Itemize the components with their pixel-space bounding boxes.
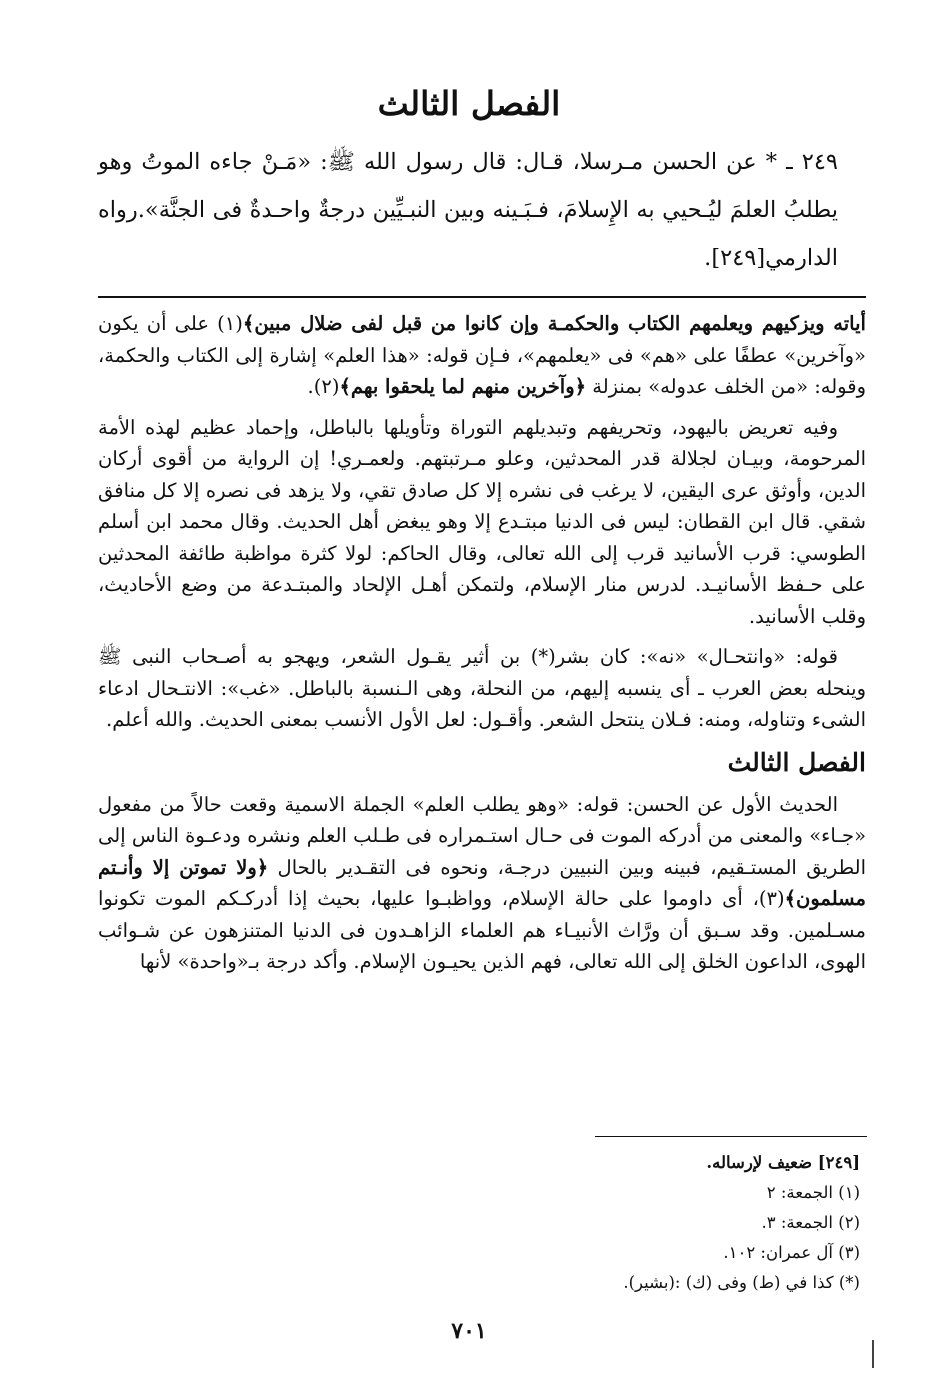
commentary-text: الحديث الأول عن الحسن: قوله: «وهو يطلب العلم» الجملة الاسمية وقعت حالاً من مفعول «جـاء» والمعنى من أدركه الموت فى حـال استـمراره فى طـلب العلم ونشره ودعـوة الناس إلى الطريق المستـقيم، فبينه وبين النبيين درجـة، ونحوه فى التقـدير بالحال	[98, 792, 866, 879]
footnote-item: (٢) الجمعة: ٣.	[761, 1213, 860, 1232]
commentary-section	[98, 308, 866, 987]
footnote-item: (٣) آل عمران: ١٠٢.	[723, 1243, 860, 1262]
section-subheading: الفصل الثالث	[727, 747, 866, 777]
commentary-paragraph-2: وفيه تعريض باليهود، وتحريفهم وتبديلهم التوراة وتأويلها بالباطل، وإحماد عظيم لهذه الأمة المرحومة، وبيـان لجلالة قدر المحدثين، وعلو مـرتبتهم. ولعمـري! إن الرواية من أقوى أركان الدين، وأوثق عرى اليقين، لا يرغب فى نشره إلا كل صادق تقي، ولا يزهد فى نصره إلا كل منافق شقي. قال ابن القطان: ليس فى الدنيا مبتـدع إلا وهو يبغض أهل الحديث. وقال محمد ابن أسلم الطوسي: قرب الأسانيد قرب إلى الله تعالى، وقال الحاكم: لولا كثرة مواظبة طائفة المحدثين على حـفظ الأسانيـد. لدرس منار الإسلام، ولتمكن أهـل الإلحاد والمبتـدعة من وضع الأحاديث، وقلب الأسانيد.	[98, 415, 866, 628]
footnote-item: (*) كذا في (ط) وفى (ك) :(بشير).	[623, 1273, 860, 1292]
commentary-text: (١) على أن يكون «وآخرين» عطفًا على «هم» فى «يعلمهم»، فـإن قوله: «هذا العلم» إشارة إلى الكتاب والحكمة، وقوله: «من الخلف عدوله» بمنزلة	[98, 312, 866, 398]
commentary-paragraph-4	[98, 789, 866, 978]
footnote-ref: (٢).	[307, 375, 340, 398]
scan-edge-mark	[872, 1340, 874, 1368]
footnote-divider	[595, 1136, 867, 1137]
section-divider	[98, 296, 866, 298]
commentary-paragraph-3: قوله: «وانتحـال» «نه»: كان بشر(*) بن أثير يقـول الشعر، ويهجو به أصـحاب النبى ﷺ وينحله بعض العرب ـ أى ينسبه إليهم، من النحلة، وهى الـنسبة بالباطل. «غب»: الانتـحال ادعاء الشىء وتناوله، ومنه: فـلان ينتحل الشعر. وأقـول: لعل الأول الأنسب بمعنى الحديث. والله أعلم.	[98, 645, 866, 731]
hadith-text: ٢٤٩ ـ * عن الحسن مـرسلا، قـال: قال رسول الله ﷺ: «مَـنْ جاءه الموتُ وهو يطلبُ العلمَ ليُـحيي به الإِسلامَ، فـبَـينه وبين النبـيِّين درجةٌ واحـدةٌ فى الجنَّة».رواه الدارمي[٢٤٩].	[98, 149, 838, 271]
quran-verse-quote: أياته ويزكيهم ويعلمهم الكتاب والحكمـة وإن كانوا من قبل لفى ضلال مبين﴾	[242, 312, 866, 335]
footnote-item: [٢٤٩] ضعيف لإرساله.	[706, 1153, 860, 1172]
quran-verse-quote: ﴿وآخرين منهم لما يلحقوا بهم﴾	[339, 375, 587, 398]
commentary-paragraph-1	[98, 308, 866, 403]
footnote-item: (١) الجمعة: ٢	[766, 1183, 860, 1202]
page-number: ٧٠١	[451, 1318, 487, 1344]
chapter-title: الفصل الثالث	[377, 84, 561, 123]
quran-verse-quote: ﴿ولا تموتن إلا وأنـتم مسلمون﴾	[98, 855, 866, 910]
commentary-text: (٣)، أى داوموا على حالة الإسلام، وواظبـوا عليها، بحيث إذا أدركـكم الموت تكونوا مسـلمين. وقد سـبق أن ورَّاث الأنبيـاء هم العلماء الزاهـدون فى الدنيا المتنزهون عن شـوائب الهوى، الداعون الخلق إلى الله تعالى، فهم الذين يحيـون الإسلام. وأكد درجة بـ«واحدة» لأنها	[98, 887, 866, 973]
footnotes-list	[560, 1148, 860, 1298]
